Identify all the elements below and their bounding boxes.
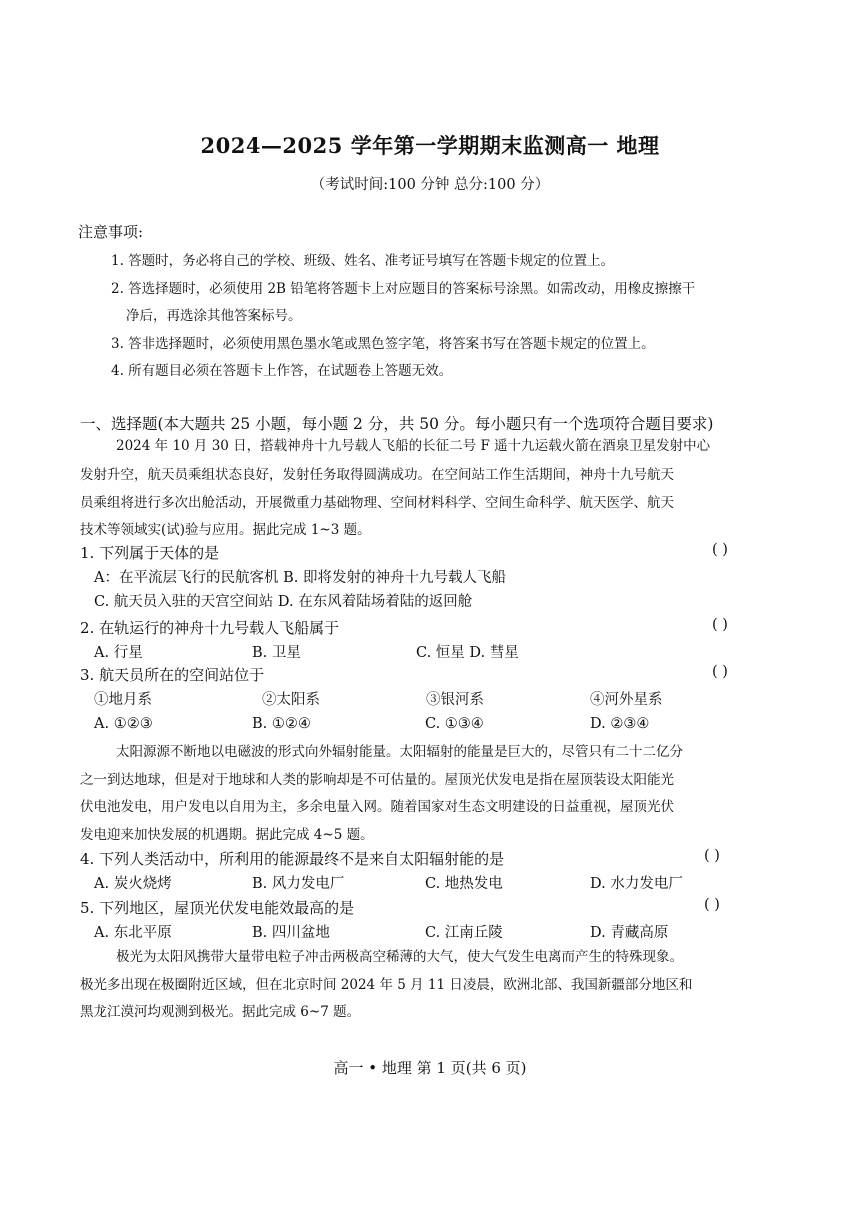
question-4-option-a: A. 炭火烧烤 [94, 876, 172, 892]
notice-item-continued: 净后，再选涂其他答案标号。 [126, 308, 302, 324]
question-2-option-a: A. 行星 [94, 645, 143, 661]
question-5-option-c: C. 江南丘陵 [425, 925, 503, 941]
question-3-item: ①地月系 [94, 692, 152, 708]
question-4-stem: 4. 下列人类活动中，所利用的能源最终不是来自太阳辐射能的是 [80, 850, 505, 868]
passage-line: 伏电池发电，用户发电以自用为主，多余电量入网。随着国家对生态文明建设的日益重视，屋顶光伏 [80, 799, 674, 815]
notice-item: 1. 答题时，务必将自己的学校、班级、姓名、准考证号填写在答题卡规定的位置上。 [111, 253, 615, 269]
question-5-stem: 5. 下列地区，屋顶光伏发电能效最高的是 [80, 899, 355, 917]
notice-item: 3. 答非选择题时，必须使用黑色墨水笔或黑色签字笔，将答案书写在答题卡规定的位置上。 [111, 336, 655, 352]
passage-line: 之一到达地球，但是对于地球和人类的影响却是不可估量的。屋顶光伏发电是指在屋顶装设太阳能光 [80, 772, 674, 788]
question-5-option-b: B. 四川盆地 [252, 925, 330, 941]
question-3-item: ②太阳系 [262, 692, 320, 708]
question-1-stem: 1. 下列属于天体的是 [80, 544, 220, 562]
passage-line: 发射升空，航天员乘组状态良好，发射任务取得圆满成功。在空间站工作生活期间，神舟十九号航天 [80, 467, 674, 483]
passage-line: 极光多出现在极圈附近区域，但在北京时间 2024 年 5 月 11 日凌晨，欧洲北部、我国新疆部分地区和 [80, 977, 693, 993]
question-3-option-c: C. ①③④ [425, 716, 484, 732]
notice-item: 2. 答选择题时，必须使用 2B 铅笔将答题卡上对应题目的答案标号涂黑。如需改动，用橡皮擦擦干 [111, 281, 696, 297]
question-5-option-d: D. 青藏高原 [590, 925, 669, 941]
answer-blank: ( ) [704, 897, 720, 913]
exam-subtitle: （考试时间:100 分钟 总分:100 分） [310, 177, 550, 193]
question-2-stem: 2. 在轨运行的神舟十九号载人飞船属于 [80, 619, 340, 637]
question-2-option-cd: C. 恒星 D. 彗星 [416, 645, 519, 661]
question-4-option-d: D. 水力发电厂 [590, 876, 683, 892]
passage-line: 黑龙江漠河均观测到极光。据此完成 6~7 题。 [80, 1004, 361, 1020]
passage-line: 技术等领域实(试)验与应用。据此完成 1~3 题。 [80, 522, 371, 538]
page-footer: 高一 • 地理 第 1 页(共 6 页) [333, 1059, 527, 1077]
question-1-options-ab: A：在平流层飞行的民航客机 B. 即将发射的神舟十九号载人飞船 [94, 570, 506, 586]
exam-title: 2024—2025 学年第一学期期末监测高一 地理 [200, 133, 660, 158]
answer-blank: ( ) [712, 664, 728, 680]
question-4-option-b: B. 风力发电厂 [252, 876, 345, 892]
section-heading: 一、选择题(本大题共 25 小题，每小题 2 分，共 50 分。每小题只有一个选项符合题目要求) [80, 415, 714, 433]
answer-blank: ( ) [704, 848, 720, 864]
question-2-option-b: B. 卫星 [252, 645, 301, 661]
passage-line: 发电迎来加快发展的机遇期。据此完成 4~5 题。 [80, 827, 374, 843]
question-3-option-a: A. ①②③ [94, 716, 153, 732]
question-3-option-b: B. ①②④ [252, 716, 311, 732]
notice-item: 4. 所有题目必须在答题卡上作答，在试题卷上答题无效。 [111, 363, 453, 379]
question-1-options-cd: C. 航天员入驻的天宫空间站 D. 在东风着陆场着陆的返回舱 [94, 594, 473, 610]
passage-line: 员乘组将进行多次出舱活动，开展微重力基础物理、空间材料科学、空间生命科学、航天医学、航天 [80, 495, 674, 511]
question-3-option-d: D. ②③④ [590, 716, 650, 732]
question-4-option-c: C. 地热发电 [425, 876, 503, 892]
question-3-item: ③银河系 [426, 692, 484, 708]
answer-blank: ( ) [712, 542, 728, 558]
notice-heading: 注意事项: [78, 223, 144, 241]
passage-line: 极光为太阳风携带大量带电粒子冲击两极高空稀薄的大气，使大气发生电离而产生的特殊现象。 [116, 949, 683, 965]
question-3-item: ④河外星系 [590, 692, 663, 708]
answer-blank: ( ) [712, 617, 728, 633]
question-3-stem: 3. 航天员所在的空间站位于 [80, 666, 265, 684]
passage-line: 2024 年 10 月 30 日，搭载神舟十九号载人飞船的长征二号 F 遥十九运载火箭在酒泉卫星发射中心 [116, 438, 711, 454]
question-5-option-a: A. 东北平原 [94, 925, 172, 941]
passage-line: 太阳源源不断地以电磁波的形式向外辐射能量。太阳辐射的能量是巨大的，尽管只有二十二亿分 [116, 744, 683, 760]
